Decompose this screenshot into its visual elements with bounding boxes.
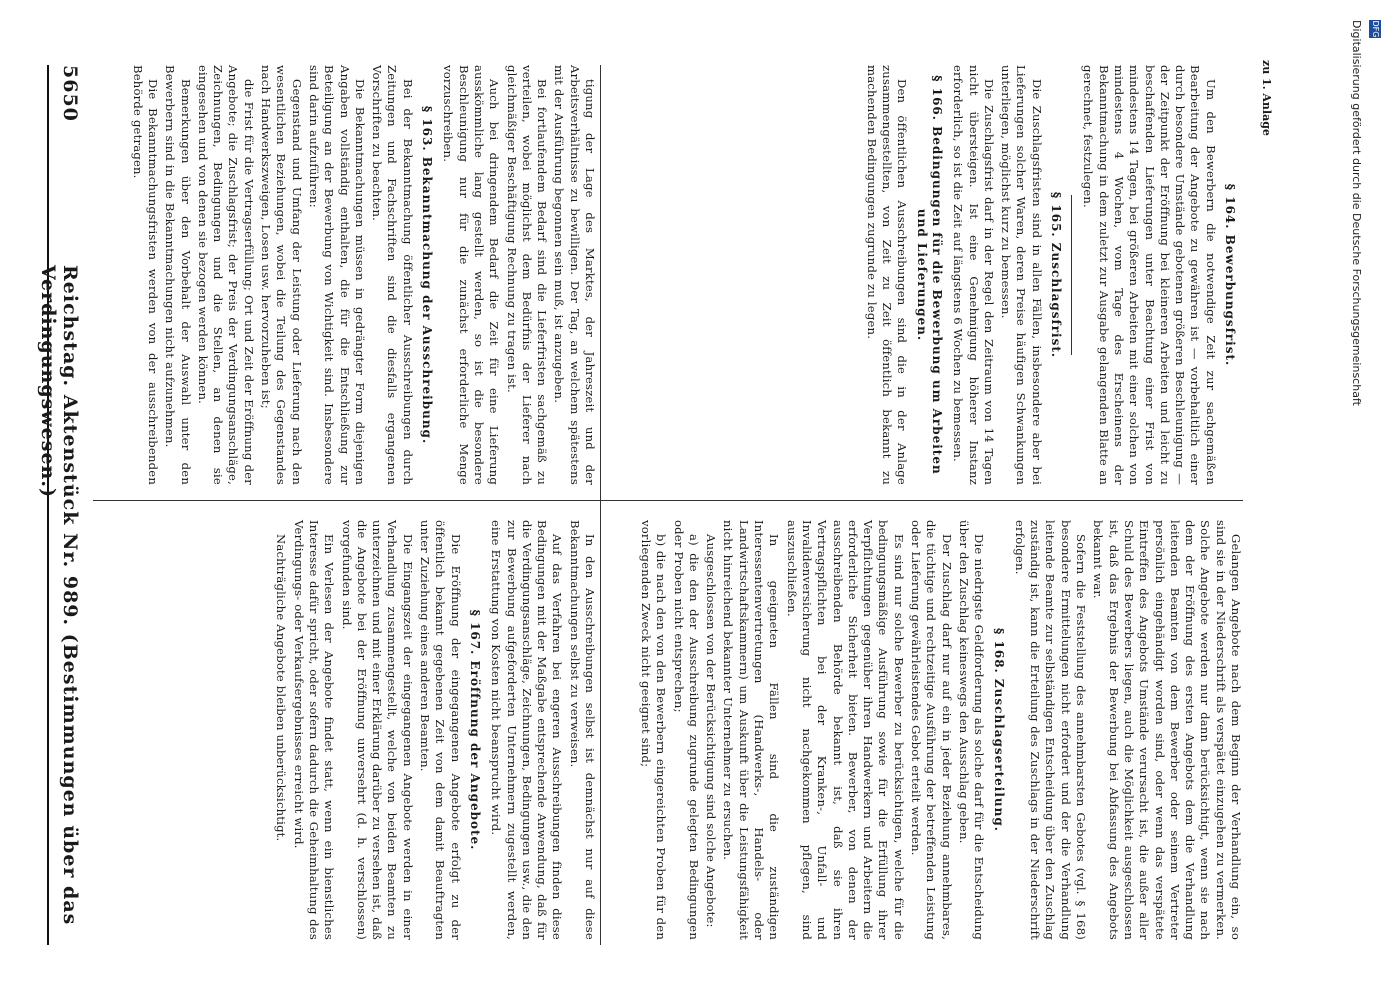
column-divider: [93, 500, 1243, 501]
page-header: [37, 65, 83, 945]
paragraph: Die Zuschlagsfristen sind in allen Fällen, insbesondere aber bei Lieferungen solcher Waren, deren Preise häufigen Schwankungen unterliegen, möglichst kurz zu bemessen.: [999, 65, 1044, 485]
section-separator: [1071, 195, 1072, 355]
paragraph: Bemerkungen über den Vorbehalt der Auswahl unter den Bewerbern sind in die Bekanntmachungen nicht aufzunehmen.: [163, 65, 193, 485]
section-heading: § 164. Bewerbungsfrist.: [1223, 183, 1237, 367]
paragraph: Die niedrigste Geldforderung als solche darf für die Entscheidung über den Zuschlag keineswegs den Ausschlag geben.: [956, 520, 987, 940]
paragraph: Gegenstand und Umfang der Leistung oder Lieferung nach den wesentlichen Beziehungen, wobei die Teilung des Gegenstandes nach Handwerkszweigen, Losen usw. hervorzuheben ist;: [259, 65, 304, 485]
paragraph: Die Zuschlagsfrist darf in der Regel den Zeitraum von 14 Tagen nicht übersteigen. Ist eine Genehmigung höherer Instanz erforderlich, so ist die Zeit auf längstens 6 Wochen zu bemessen.: [951, 65, 996, 485]
paragraph: In den Ausschreibungen selbst ist demnächst nur auf diese Bekanntmachungen selbst zu verweisen.: [567, 520, 597, 940]
paragraph: Die Bekanntmachungsfristen werden von der ausschreibenden Behörde getragen.: [130, 65, 160, 485]
paragraph: Die Eröffnung der eingegangenen Angebote erfolgt zu der öffentlich bekannt gegebenen Zeit von dem damit Beauftragten unter Zuziehung eines anderen Beamten.: [418, 520, 463, 940]
paragraph: Gelangen Angebote nach dem Beginn der Verhandlung ein, so sind sie in der Niederschrift als verspätet einzugehen zu vermerken. Solche Angebote werden nur dann berücksichtigt, wenn sie nach dem der Eröffnung des ersten Angebots dem die Verhandlung leitenden Beamten von dem Bewerber oder seinem Vertreter persönlich eingehändigt worden sind, oder wenn das verspätete Eintreffen des Angebots Umstände verursacht ist, die außer aller Schuld des Bewerbers liegen, auch die Möglichkeit ausgeschlossen ist, daß das Ergebnis der Bewerbung bei Abfassung des Angebots bekannt war.: [1091, 520, 1243, 940]
paragraph: die Frist für die Vertragserfüllung; Ort und Zeit der Eröffnung der Angebote; die Zuschlagsfrist; der Preis der Verdingungsanschläge, Zeichnungen, Bedingungen und die Stellen, an denen sie eingesehen und von denen sie bezogen werden können.: [195, 65, 256, 485]
dfg-logo: DFG: [1371, 20, 1380, 38]
margin-note: zu 1. Anlage: [1260, 60, 1273, 136]
paragraph: Sofern die Feststellung des annehmbarsten Gebotes (vgl. § 168) besondere Ermittelungen nicht erfordert und der die Verhandlung leitende Beamte zur selbständigen Entscheidung über den Zuschlag zuständig ist, kann die Erteilung des Zuschlags in der Niederschrift erfolgen.: [1012, 520, 1089, 940]
paragraph: Ausgeschlossen von der Berücksichtigung sind solche Angebote:: [704, 534, 719, 928]
page-number: 5650: [59, 65, 81, 122]
section-heading: § 167. Eröffnung der Angebote.: [467, 609, 482, 851]
paragraph: Auch bei dringendem Bedarf die Zeit für eine Lieferung ausskömmliche lang gestellt werden, so ist die besondere Beschleunigung nur für die zunächst erforderliche Menge vorzuschreiben.: [441, 65, 502, 485]
text-column-lower-right: [603, 520, 1243, 940]
section-heading: § 165. Zuschlagsfrist.: [1049, 191, 1064, 359]
paragraph: Die Bekanntmachungen müssen in gedrängter Form diejenigen Angaben vollständig enthalten, die für die Entschließung zur Beteiligung an der Bewerbung von Wichtigkeit sind. Insbesondere sind darin aufzuführen:: [306, 65, 367, 485]
paragraph: Auf das Verfahren bei engeren Ausschreibungen finden diese Bedingungen mit der Maßgabe entsprechende Anwendung, daß für die Verdingungsanschläge, Zeichnungen, Bedingungen usw., die den zur Bewerbung aufgeforderten Unternehmern zugestellt werden, eine Erstattung von Kosten nicht beansprucht wird.: [489, 520, 565, 940]
list-item: a) die den der Ausschreibung zugrunde gelegten Bedingungen oder Proben nicht entsprechen;: [671, 520, 701, 940]
paragraph: Um den Bewerbern die notwendige Zeit zur sachgemäßen Bearbeitung der Angebote zu gewähren ist — vorbehaltlich einer durch besondere Umstände gebotenen größeren Beschleunigung — der Zeitpunkt der Eröffnung bei kleineren Arbeiten und leicht zu beschaffenden Lieferungen unter Beachtung einer Frist von mindestens 14 Tagen, bei größeren Arbeiten mit einer solchen von mindestens 4 Wochen, vom Tage des Erscheinens der Bekanntmachung in dem zuletzt zur Ausgabe gelangenden Blatte an gerechnet, festzulegen.: [1081, 65, 1218, 485]
paragraph: In geeigneten Fällen sind die zuständigen Interessentenvertretungen (Handwerks-, Handels- oder Landwirtschaftskammern) um Auskunft über die Leistungsfähigkeit nicht hinreichend bekannter Unternehmer zu ersuchen.: [721, 520, 782, 940]
list-item: b) die nach den von den Bewerbern eingereichten Proben für den vorliegenden Zweck nicht geeignet sind;: [639, 520, 669, 940]
section-heading: § 163. Bekanntmachung der Ausschreibung.: [420, 105, 435, 445]
section-heading: § 168. Zuschlagserteilung.: [991, 628, 1006, 832]
paragraph: Es sind nur solche Bewerber zu berücksichtigen, welche für die bedingungsmäßige Ausführung sowie für die Erfüllung ihrer Verpflichtungen gegenüber ihren Handwerkern und Arbeitern die erforderliche Sicherheit bieten. Bewerber, von denen der ausschreibenden Behörde bekannt ist, daß sie ihren Vertragspflichten bei der Kranken-, Unfall- und Invalidenversicherung nicht nachgekommen pflegen, sind auszuschließen.: [784, 520, 906, 940]
text-column-upper-left: [97, 65, 597, 485]
paragraph: Die Eingangszeit der eingegangenen Angebote werden in einer Verhandlung zusammengestellt, welche von beiden Beamten zu unterzeichnen und mit einer Erklärung darüber zu versehen ist, daß die Angebote bei der Eröffnung unversehrt (d. h. verschlossen) vorgefunden sind.: [339, 520, 415, 940]
paragraph: tigung der Lage des Marktes, der Jahreszeit und der Arbeitsverhältnisse zu bewilligen. Der Tag, an welchem spätestens mit der Ausführung begonnen sein muß, ist anzugeben.: [552, 65, 597, 485]
horizontal-divider: [600, 65, 601, 945]
paragraph: Bei der Bekanntmachung öffentlicher Ausschreibungen durch Zeitungen und Fachschriften sind die diesfalls ergangenen Vorschriften zu beachten.: [370, 65, 415, 485]
paragraph: Nachträgliche Angebote bleiben unberücksichtigt.: [274, 534, 289, 842]
paragraph: Ein Verlesen der Angebote findet statt, wenn ein bienstliches Interesse dafür spricht, oder sofern dadurch die Geheimhaltung des Verdingungs- oder Verkaufsergebnisses erreicht wird.: [291, 520, 337, 940]
paragraph: Den öffentlichen Ausschreibungen sind die in der Anlage zusammengestellten, von Zeit zu Zeit öffentlich bekannt zu machenden Bedingungen zugrunde zu legen.: [864, 65, 910, 485]
paragraph: Bei fortlaufendem Bedarf sind die Lieferfristen sachgemäß zu verteilen, wobei möglichst dem Bedürfnis der Lieferer nach gleichmäßiger Beschäftigung Rechnung zu tragen ist.: [504, 65, 550, 485]
page-title: Reichstag. Aktenstück Nr. 989. (Bestimmungen über das Verdingungswesen.): [37, 265, 81, 926]
digitization-credit: Digitalisierung gefördert durch die Deutsche Forschungsgemeinschaft: [1350, 20, 1363, 406]
text-column-upper-right: [97, 520, 597, 940]
text-column-lower-left: [603, 65, 1243, 485]
section-heading: § 166. Bedingungen für die Bewerbung um Arbeiten und Lieferungen.: [914, 75, 944, 475]
paragraph: Der Zuschlag darf nur auf ein in jeder Beziehung annehmbares, die tüchtige und rechtzeitige Ausführung der betreffenden Leistung oder Lieferung gewährleistendes Gebot erteilt werden.: [909, 520, 954, 940]
